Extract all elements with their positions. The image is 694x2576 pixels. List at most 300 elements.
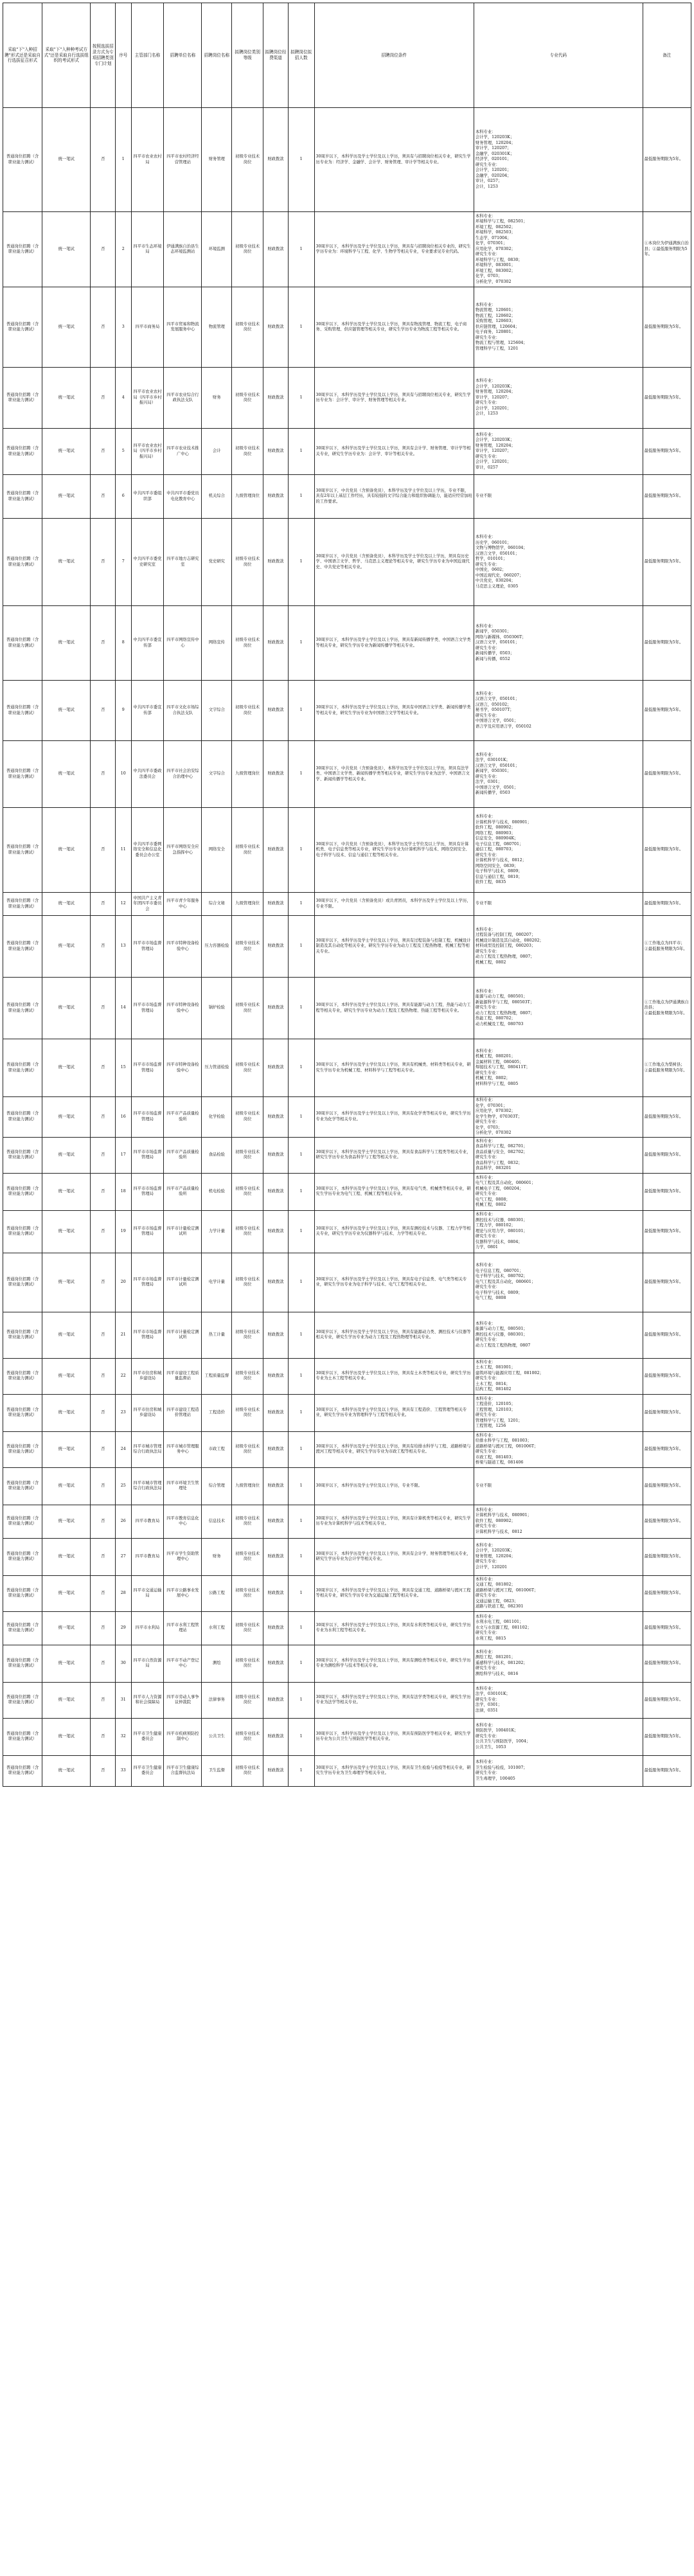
row-major-codes: 本科专业： 法学，030101K； 研究生专业： 法学，0301； 法律，0351 bbox=[474, 1682, 643, 1718]
row-fund: 财政拨款 bbox=[263, 916, 289, 978]
row-exam: 统一笔试 bbox=[42, 287, 91, 368]
row-form: 普通岗位招聘（含职业能力测试） bbox=[3, 1358, 42, 1394]
row-dept: 中共四平市委政法委员会 bbox=[131, 741, 164, 808]
header-dept: 主管部门名称 bbox=[131, 3, 164, 108]
row-no: 12 bbox=[116, 893, 131, 916]
table-row bbox=[3, 429, 691, 475]
row-remark: ①工作地点为梨树县； ②最低服务期限为5年。 bbox=[643, 1039, 691, 1097]
row-no: 17 bbox=[116, 1137, 131, 1173]
row-fund: 财政拨款 bbox=[263, 1575, 289, 1611]
row-conditions: 30周岁以下，本科学历及学士学位及以上学历，须具有化学类等相关专业，研究生学历专业为化学等相关专业。 bbox=[314, 1097, 474, 1138]
row-dept: 四平市商务局 bbox=[131, 287, 164, 368]
row-post: 文字综合 bbox=[202, 741, 232, 808]
row-exam: 统一笔试 bbox=[42, 1358, 91, 1394]
row-unit: 四平市卫生健康综合监督执法局 bbox=[164, 1755, 202, 1786]
row-unit: 四平市产品质量检验所 bbox=[164, 1173, 202, 1210]
row-type: 初级专业技术岗位 bbox=[232, 1137, 263, 1173]
row-special: 否 bbox=[91, 1505, 116, 1538]
row-dept: 四平市教育局 bbox=[131, 1505, 164, 1538]
row-post: 工程质量监督 bbox=[202, 1358, 232, 1394]
row-major-codes: 本科专业： 化学，070301； 应用化学，070302； 化学生物学，070303T； 研究生专业： 化学，0703； 分析化学，070302 bbox=[474, 1097, 643, 1138]
row-post: 综合文秘 bbox=[202, 893, 232, 916]
row-no: 25 bbox=[116, 1467, 131, 1505]
row-special: 否 bbox=[91, 1253, 116, 1312]
row-no: 32 bbox=[116, 1718, 131, 1755]
row-no: 9 bbox=[116, 681, 131, 741]
row-form: 普通岗位招聘（含职业能力测试） bbox=[3, 606, 42, 681]
row-post: 水利工程 bbox=[202, 1611, 232, 1645]
row-type: 初级专业技术岗位 bbox=[232, 1394, 263, 1431]
row-num: 1 bbox=[288, 1467, 314, 1505]
row-type: 初级专业技术岗位 bbox=[232, 1039, 263, 1097]
row-special: 否 bbox=[91, 475, 116, 519]
row-num: 1 bbox=[288, 212, 314, 287]
table-row bbox=[3, 1645, 691, 1682]
row-post: 物流管理 bbox=[202, 287, 232, 368]
row-dept: 四平市住房和城乡建设局 bbox=[131, 1358, 164, 1394]
row-form: 普通岗位招聘（含职业能力测试） bbox=[3, 978, 42, 1039]
row-remark: 最低服务期限为5年。 bbox=[643, 1682, 691, 1718]
row-conditions: 30周岁以下，中共党员（含预备党员），本科学历及学士学位及以上学历，须具有法学类、中国语言文学类、新闻传播学类等相关专业，研究生学历专业为法学、中国语言文学、新闻传播学等相关专业。 bbox=[314, 741, 474, 808]
row-no: 21 bbox=[116, 1312, 131, 1358]
row-num: 1 bbox=[288, 893, 314, 916]
row-unit: 四平市农业综合行政执法支队 bbox=[164, 368, 202, 429]
table-row bbox=[3, 368, 691, 429]
table-row bbox=[3, 893, 691, 916]
row-form: 普通岗位招聘（含职业能力测试） bbox=[3, 1097, 42, 1138]
table-row bbox=[3, 916, 691, 978]
row-type: 初级专业技术岗位 bbox=[232, 1755, 263, 1786]
row-special: 否 bbox=[91, 1431, 116, 1467]
row-type: 初级专业技术岗位 bbox=[232, 1505, 263, 1538]
row-exam: 统一笔试 bbox=[42, 368, 91, 429]
row-form: 普通岗位招聘（含职业能力测试） bbox=[3, 287, 42, 368]
table-row bbox=[3, 1358, 691, 1394]
header-no: 序号 bbox=[116, 3, 131, 108]
row-unit: 四平市特种设备检验中心 bbox=[164, 1039, 202, 1097]
row-conditions: 30周岁以下，本科学历及学士学位及以上学历，须具有与招聘岗位相关专业，研究生学历专业为：会计学、审计学、财务管理等相关专业。 bbox=[314, 368, 474, 429]
row-fund: 财政拨款 bbox=[263, 681, 289, 741]
row-fund: 财政拨款 bbox=[263, 368, 289, 429]
row-fund: 财政拨款 bbox=[263, 1358, 289, 1394]
row-special: 否 bbox=[91, 808, 116, 893]
row-major-codes: 本科专业： 预防医学，100401K； 研究生专业： 公共卫生与预防医学，1004； 公共卫生，1053 bbox=[474, 1718, 643, 1755]
row-remark: 最低服务期限为5年。 bbox=[643, 519, 691, 606]
row-type: 初级专业技术岗位 bbox=[232, 1312, 263, 1358]
recruitment-table bbox=[3, 3, 691, 1787]
row-fund: 财政拨款 bbox=[263, 1718, 289, 1755]
table-row bbox=[3, 1039, 691, 1097]
row-conditions: 30周岁以下，本科学历及学士学位及以上学历，须具有给排水科学与工程、道路桥梁与渡河工程等相关专业，研究生学历专业为市政工程等相关专业。 bbox=[314, 1431, 474, 1467]
row-fund: 财政拨款 bbox=[263, 475, 289, 519]
row-form: 普通岗位招聘（含职业能力测试） bbox=[3, 1538, 42, 1575]
row-post: 测绘 bbox=[202, 1645, 232, 1682]
row-dept: 四平市市场监督管理局 bbox=[131, 1210, 164, 1253]
row-conditions: 30周岁以下，本科学历及学士学位及以上学历，须具有新闻传播学类、中国语言文学类等相关专业，研究生学历专业为新闻传播学等相关专业。 bbox=[314, 606, 474, 681]
row-num: 1 bbox=[288, 1358, 314, 1394]
row-post: 力学计量 bbox=[202, 1210, 232, 1253]
row-exam: 统一笔试 bbox=[42, 429, 91, 475]
row-form: 普通岗位招聘（含职业能力测试） bbox=[3, 1682, 42, 1718]
row-remark: 最低服务期限为5年。 bbox=[643, 1210, 691, 1253]
row-special: 否 bbox=[91, 1682, 116, 1718]
row-form: 普通岗位招聘（含职业能力测试） bbox=[3, 1312, 42, 1358]
row-unit: 四平市产品质量检验所 bbox=[164, 1137, 202, 1173]
row-exam: 统一笔试 bbox=[42, 1645, 91, 1682]
row-dept: 四平市市场监督管理局 bbox=[131, 1137, 164, 1173]
header-post: 招聘岗位名称 bbox=[202, 3, 232, 108]
row-unit: 四平市网络宣传中心 bbox=[164, 606, 202, 681]
row-form: 普通岗位招聘（含职业能力测试） bbox=[3, 1210, 42, 1253]
row-type: 初级专业技术岗位 bbox=[232, 519, 263, 606]
row-unit: 四平市建设工程造价管理站 bbox=[164, 1394, 202, 1431]
row-no: 18 bbox=[116, 1173, 131, 1210]
row-special: 否 bbox=[91, 978, 116, 1039]
row-type: 初级专业技术岗位 bbox=[232, 1358, 263, 1394]
table-body bbox=[3, 108, 691, 1787]
table-row bbox=[3, 1611, 691, 1645]
row-remark: 最低服务期限为5年。 bbox=[643, 606, 691, 681]
row-remark: 最低服务期限为5年。 bbox=[643, 1312, 691, 1358]
row-special: 否 bbox=[91, 1611, 116, 1645]
row-dept: 中共四平市委党史研究室 bbox=[131, 519, 164, 606]
row-num: 1 bbox=[288, 1575, 314, 1611]
row-no: 15 bbox=[116, 1039, 131, 1097]
row-dept: 四平市生态环境局 bbox=[131, 212, 164, 287]
row-fund: 财政拨款 bbox=[263, 1505, 289, 1538]
row-num: 1 bbox=[288, 1431, 314, 1467]
row-type: 初级专业技术岗位 bbox=[232, 606, 263, 681]
row-unit: 四平市特种设备检验中心 bbox=[164, 978, 202, 1039]
row-conditions: 30周岁以下，本科学历及学士学位及以上学历，须具有与招聘岗位相关专业，研究生学历专业为：经济学、金融学、会计学、财务管理、审计学等相关专业。 bbox=[314, 108, 474, 212]
row-major-codes: 本科专业： 会计学，120203K； 财务管理，120204； 审计学，120207； 金融学，020301K； 经济学，020101； 研究生专业： 会计学，120201； 金融学，020204； 审计，0257； 会计，1253 bbox=[474, 108, 643, 212]
row-major-codes: 本科专业： 给排水科学与工程，081003； 道路桥梁与渡河工程，081006T； 研究生专业： 市政工程，081403； 桥梁与隧道工程，081406 bbox=[474, 1431, 643, 1467]
row-exam: 统一笔试 bbox=[42, 1039, 91, 1097]
row-type: 初级专业技术岗位 bbox=[232, 916, 263, 978]
row-fund: 财政拨款 bbox=[263, 287, 289, 368]
row-major-codes: 本科专业： 能源与动力工程，080501； 新能源科学与工程，080503T； 研究生专业： 动力工程及工程热物理，0807； 热能工程，080702； 动力机械及工程，080703 bbox=[474, 978, 643, 1039]
row-post: 财务 bbox=[202, 1538, 232, 1575]
row-major-codes: 本科专业： 测控技术与仪器，080301； 工程力学，080102； 理论与应用力学，080101； 研究生专业： 仪器科学与技术，0804； 力学，0801 bbox=[474, 1210, 643, 1253]
row-type: 初级专业技术岗位 bbox=[232, 1210, 263, 1253]
row-type: 初级专业技术岗位 bbox=[232, 287, 263, 368]
row-form: 普通岗位招聘（含职业能力测试） bbox=[3, 1505, 42, 1538]
row-post: 财务管理 bbox=[202, 108, 232, 212]
table-row bbox=[3, 1718, 691, 1755]
row-conditions: 30周岁以下，本科学历及学士学位及以上学历，须具有中国语言文学类、新闻传播学类等相关专业，研究生学历专业为中国语言文学等相关专业。 bbox=[314, 681, 474, 741]
row-conditions: 30周岁以下，本科学历及学士学位及以上学历，须具有与招聘岗位相关专业的，研究生学历专业为：环境科学与工程、化学、生物学等相关专业，专业要求见专业代码。 bbox=[314, 212, 474, 287]
row-no: 6 bbox=[116, 475, 131, 519]
row-major-codes: 本科专业： 环境科学与工程，082501； 环境工程，082502； 环境科学，082503； 生态学，071004； 化学，070301； 应用化学，070302； 研究生专业： 环境科学与工程，0830； 环境科学，083001； 环境工程，083002； 化学，0703； 分析化学，070302 bbox=[474, 212, 643, 287]
row-form: 普通岗位招聘（含职业能力测试） bbox=[3, 1173, 42, 1210]
table-row bbox=[3, 1210, 691, 1253]
row-dept: 中共四平市委网络安全和信息化委员会办公室 bbox=[131, 808, 164, 893]
row-exam: 统一笔试 bbox=[42, 1253, 91, 1312]
table-row bbox=[3, 1682, 691, 1718]
row-num: 1 bbox=[288, 808, 314, 893]
header-major: 专业代码 bbox=[474, 3, 643, 108]
row-dept: 四平市市场监督管理局 bbox=[131, 916, 164, 978]
row-fund: 财政拨款 bbox=[263, 1137, 289, 1173]
row-form: 普通岗位招聘（含职业能力测试） bbox=[3, 429, 42, 475]
row-remark: 最低服务期限为5年。 bbox=[643, 1645, 691, 1682]
row-unit: 四平市建设工程质量监督站 bbox=[164, 1358, 202, 1394]
row-exam: 统一笔试 bbox=[42, 1312, 91, 1358]
row-exam: 统一笔试 bbox=[42, 1538, 91, 1575]
row-remark: 最低服务期限为5年。 bbox=[643, 1575, 691, 1611]
row-dept: 中国共产主义青年团四平市委员会 bbox=[131, 893, 164, 916]
header-special: 按照选拔招录方式为专项招聘类别专门计划 bbox=[91, 3, 116, 108]
row-form: 普通岗位招聘（含职业能力测试） bbox=[3, 1137, 42, 1173]
row-fund: 财政拨款 bbox=[263, 1538, 289, 1575]
row-fund: 财政拨款 bbox=[263, 1645, 289, 1682]
row-form: 普通岗位招聘（含职业能力测试） bbox=[3, 1431, 42, 1467]
row-remark: 最低服务期限为5年。 bbox=[643, 1538, 691, 1575]
row-conditions: 30周岁以下，本科学历及学士学位及以上学历，须具有交通工程、道路桥梁与渡河工程等相关专业，研究生学历专业为交通运输工程等相关专业。 bbox=[314, 1575, 474, 1611]
row-exam: 统一笔试 bbox=[42, 681, 91, 741]
row-conditions: 30周岁以下，本科学历及学士学位及以上学历，须具有机械类、材料类等相关专业，研究生学历专业为机械工程、材料科学与工程等相关专业。 bbox=[314, 1039, 474, 1097]
row-post: 工程造价 bbox=[202, 1394, 232, 1431]
row-exam: 统一笔试 bbox=[42, 1173, 91, 1210]
table-row bbox=[3, 1312, 691, 1358]
row-major-codes: 本科专业： 工程造价，120105； 工程管理，120103； 研究生专业： 管理科学与工程，1201； 工程管理，1256 bbox=[474, 1394, 643, 1431]
row-type: 初级专业技术岗位 bbox=[232, 1611, 263, 1645]
row-remark: 最低服务期限为5年。 bbox=[643, 1097, 691, 1138]
row-major-codes: 本科专业： 能源与动力工程，080501； 测控技术与仪器，080301； 研究生专业： 动力工程及工程热物理，0807 bbox=[474, 1312, 643, 1358]
row-post: 财务 bbox=[202, 368, 232, 429]
row-unit: 四平市贸易和物流发展服务中心 bbox=[164, 287, 202, 368]
row-type: 初级专业技术岗位 bbox=[232, 212, 263, 287]
row-unit: 四平市青少年服务中心 bbox=[164, 893, 202, 916]
row-special: 否 bbox=[91, 1137, 116, 1173]
row-special: 否 bbox=[91, 1575, 116, 1611]
row-post: 党史研究 bbox=[202, 519, 232, 606]
row-post: 化学检验 bbox=[202, 1097, 232, 1138]
row-exam: 统一笔试 bbox=[42, 1505, 91, 1538]
row-num: 1 bbox=[288, 1718, 314, 1755]
row-no: 13 bbox=[116, 916, 131, 978]
row-unit: 四平市计量检定测试所 bbox=[164, 1253, 202, 1312]
row-no: 11 bbox=[116, 808, 131, 893]
row-special: 否 bbox=[91, 1039, 116, 1097]
row-conditions: 30周岁以下，本科学历及学士学位及以上学历，须具有水利类等相关专业，研究生学历专业为水利工程等相关专业。 bbox=[314, 1611, 474, 1645]
row-num: 1 bbox=[288, 1505, 314, 1538]
row-post: 会计 bbox=[202, 429, 232, 475]
row-conditions: 30周岁以下，中共党员（含预备党员），本科学历及学士学位及以上学历，须具有计算机类、电子信息类等相关专业，研究生学历专业为计算机科学与技术、网络空间安全、电子科学与技术、信息与通信工程等相关专业。 bbox=[314, 808, 474, 893]
row-conditions: 30周岁以下，本科学历及学士学位及以上学历，须具有能源动力类、测控技术与仪器等相关专业，研究生学历专业为动力工程及工程热物理等相关专业。 bbox=[314, 1312, 474, 1358]
row-major-codes: 本科专业： 会计学，120203K； 财务管理，120204； 研究生专业： 会计学，120201 bbox=[474, 1538, 643, 1575]
row-no: 22 bbox=[116, 1358, 131, 1394]
row-unit: 四平市水利工程管理站 bbox=[164, 1611, 202, 1645]
row-conditions: 30周岁以下，本科学历及学士学位及以上学历，须具有工程造价、工程管理等相关专业，研究生学历专业为管理科学与工程等相关专业。 bbox=[314, 1394, 474, 1431]
row-type: 初级专业技术岗位 bbox=[232, 1097, 263, 1138]
row-major-codes: 本科专业： 水利水电工程，081101； 水文与水资源工程，081102； 研究生专业： 水利工程，0815 bbox=[474, 1611, 643, 1645]
row-special: 否 bbox=[91, 1173, 116, 1210]
row-conditions: 30周岁以下，本科学历及学士学位及以上学历，须具有物流管理、物流工程、电子商务、采购管理、供应链管理等相关专业，研究生学历专业为物流工程等相关专业。 bbox=[314, 287, 474, 368]
table-row bbox=[3, 1505, 691, 1538]
row-no: 29 bbox=[116, 1611, 131, 1645]
row-unit: 四平市农村经济经营管理站 bbox=[164, 108, 202, 212]
row-no: 8 bbox=[116, 606, 131, 681]
row-post: 机电检验 bbox=[202, 1173, 232, 1210]
row-major-codes: 本科专业： 新闻学，050301； 网络与新媒体，050306T； 汉语言文学，050101； 研究生专业： 新闻传播学，0503； 新闻与传播，0552 bbox=[474, 606, 643, 681]
row-special: 否 bbox=[91, 287, 116, 368]
row-post: 压力容器检验 bbox=[202, 916, 232, 978]
row-unit: 四平市特种设备检验中心 bbox=[164, 916, 202, 978]
row-unit: 中共四平市委党员电化教育中心 bbox=[164, 475, 202, 519]
row-remark: 最低服务期限为5年。 bbox=[643, 108, 691, 212]
row-special: 否 bbox=[91, 108, 116, 212]
row-special: 否 bbox=[91, 1394, 116, 1431]
row-dept: 四平市市场监督管理局 bbox=[131, 1312, 164, 1358]
row-major-codes: 专业不限 bbox=[474, 475, 643, 519]
row-no: 2 bbox=[116, 212, 131, 287]
row-num: 1 bbox=[288, 1394, 314, 1431]
row-exam: 统一笔试 bbox=[42, 519, 91, 606]
row-major-codes: 本科专业： 过程装备与控制工程，080207； 机械设计制造及其自动化，080202； 材料成型及控制工程，080203； 研究生专业： 动力工程及工程热物理，0807； 机械工程，0802 bbox=[474, 916, 643, 978]
row-num: 1 bbox=[288, 1312, 314, 1358]
row-dept: 四平市人力资源和社会保障局 bbox=[131, 1682, 164, 1718]
row-remark: 最低服务期限为5年。 bbox=[643, 1394, 691, 1431]
table-row bbox=[3, 1467, 691, 1505]
row-remark: 最低服务期限为5年。 bbox=[643, 1173, 691, 1210]
row-unit: 四平市网络安全应急指挥中心 bbox=[164, 808, 202, 893]
row-special: 否 bbox=[91, 1718, 116, 1755]
row-conditions: 30周岁以下，本科学历及学士学位及以上学历，须具有测绘类等相关专业，研究生学历专业为测绘科学与技术等相关专业。 bbox=[314, 1645, 474, 1682]
table-row bbox=[3, 1394, 691, 1431]
row-form: 普通岗位招聘（含职业能力测试） bbox=[3, 519, 42, 606]
row-major-codes: 本科专业： 计算机科学与技术，080901； 软件工程，080902； 网络工程，080903； 信息安全，080904K； 电子信息工程，080701； 通信工程，080703； 研究生专业： 计算机科学与技术，0812； 网络空间安全，0839； 电子科学与技术，0809； 信息与通信工程，0810； 软件工程，0835 bbox=[474, 808, 643, 893]
row-unit: 四平市公路事业发展中心 bbox=[164, 1575, 202, 1611]
row-num: 1 bbox=[288, 681, 314, 741]
row-no: 3 bbox=[116, 287, 131, 368]
table-row bbox=[3, 1137, 691, 1173]
row-special: 否 bbox=[91, 916, 116, 978]
row-major-codes: 本科专业： 历史学，060101； 文物与博物馆学，060104； 汉语言文学，050101； 哲学，010101； 研究生专业： 中国史，0602； 中国近现代史，060207； 中共党史，030204； 马克思主义理论，0305 bbox=[474, 519, 643, 606]
row-exam: 统一笔试 bbox=[42, 1467, 91, 1505]
row-major-codes: 专业不限 bbox=[474, 893, 643, 916]
row-major-codes: 本科专业： 电气工程及其自动化，080601； 机械电子工程，080204； 研究生专业： 电气工程，0808； 机械工程，0802 bbox=[474, 1173, 643, 1210]
row-fund: 财政拨款 bbox=[263, 1253, 289, 1312]
row-no: 5 bbox=[116, 429, 131, 475]
row-form: 普通岗位招聘（含职业能力测试） bbox=[3, 475, 42, 519]
row-conditions: 30周岁以下，本科学历及学士学位及以上学历，须具有电子信息类、电气类等相关专业，研究生学历专业为电子科学与技术、电气工程等相关专业。 bbox=[314, 1253, 474, 1312]
row-fund: 财政拨款 bbox=[263, 1039, 289, 1097]
row-form: 普通岗位招聘（含职业能力测试） bbox=[3, 1039, 42, 1097]
row-exam: 统一笔试 bbox=[42, 1097, 91, 1138]
row-type: 九级管理岗位 bbox=[232, 893, 263, 916]
row-remark: 最低服务期限为5年。 bbox=[643, 1755, 691, 1786]
header-type: 拟聘岗位类别等级 bbox=[232, 3, 263, 108]
table-row bbox=[3, 475, 691, 519]
row-fund: 财政拨款 bbox=[263, 1467, 289, 1505]
row-special: 否 bbox=[91, 893, 116, 916]
row-no: 28 bbox=[116, 1575, 131, 1611]
row-post: 食品检验 bbox=[202, 1137, 232, 1173]
row-no: 26 bbox=[116, 1505, 131, 1538]
row-form: 普通岗位招聘（含职业能力测试） bbox=[3, 212, 42, 287]
row-type: 九级管理岗位 bbox=[232, 741, 263, 808]
row-unit: 四平市环境卫生管理处 bbox=[164, 1467, 202, 1505]
row-form: 普通岗位招聘（含职业能力测试） bbox=[3, 1611, 42, 1645]
table-row bbox=[3, 681, 691, 741]
row-major-codes: 本科专业： 计算机科学与技术，080901； 软件工程，080902； 研究生专业： 计算机科学与技术，0812 bbox=[474, 1505, 643, 1538]
table-row bbox=[3, 1575, 691, 1611]
row-form: 普通岗位招聘（含职业能力测试） bbox=[3, 681, 42, 741]
row-num: 1 bbox=[288, 1755, 314, 1786]
header-unit: 招聘单位名称 bbox=[164, 3, 202, 108]
row-no: 23 bbox=[116, 1394, 131, 1431]
row-post: 网络安全 bbox=[202, 808, 232, 893]
row-fund: 财政拨款 bbox=[263, 519, 289, 606]
row-dept: 四平市水利局 bbox=[131, 1611, 164, 1645]
row-conditions: 30周岁以下，中共党员（含预备党员）或共青团员，本科学历及学士学位及以上学历，专业不限。 bbox=[314, 893, 474, 916]
row-dept: 四平市卫生健康委员会 bbox=[131, 1755, 164, 1786]
row-exam: 统一笔试 bbox=[42, 1755, 91, 1786]
row-major-codes: 本科专业： 物流管理，120601； 物流工程，120602； 采购管理，120603； 供应链管理，120604； 电子商务，120801； 研究生专业： 物流工程与管理，125604； 管理科学与工程，1201 bbox=[474, 287, 643, 368]
row-type: 初级专业技术岗位 bbox=[232, 1173, 263, 1210]
row-num: 1 bbox=[288, 429, 314, 475]
row-num: 1 bbox=[288, 1039, 314, 1097]
row-num: 1 bbox=[288, 519, 314, 606]
row-type: 初级专业技术岗位 bbox=[232, 808, 263, 893]
row-special: 否 bbox=[91, 368, 116, 429]
row-special: 否 bbox=[91, 1097, 116, 1138]
row-type: 初级专业技术岗位 bbox=[232, 1682, 263, 1718]
row-exam: 统一笔试 bbox=[42, 1611, 91, 1645]
row-fund: 财政拨款 bbox=[263, 741, 289, 808]
row-fund: 财政拨款 bbox=[263, 1312, 289, 1358]
row-form: 普通岗位招聘（含职业能力测试） bbox=[3, 808, 42, 893]
row-remark: 最低服务期限为5年。 bbox=[643, 429, 691, 475]
row-unit: 伊通满族自治县生态环境监测站 bbox=[164, 212, 202, 287]
table-header-row bbox=[3, 3, 691, 108]
row-conditions: 30周岁以下，本科学历及学士学位及以上学历，专业不限。 bbox=[314, 1467, 474, 1505]
row-dept: 中共四平市委宣传部 bbox=[131, 606, 164, 681]
row-special: 否 bbox=[91, 212, 116, 287]
row-form: 普通岗位招聘（含职业能力测试） bbox=[3, 893, 42, 916]
row-form: 普通岗位招聘（含职业能力测试） bbox=[3, 368, 42, 429]
row-type: 九级管理岗位 bbox=[232, 1467, 263, 1505]
row-dept: 四平市交通运输局 bbox=[131, 1575, 164, 1611]
row-type: 初级专业技术岗位 bbox=[232, 681, 263, 741]
row-major-codes: 专业不限 bbox=[474, 1467, 643, 1505]
row-special: 否 bbox=[91, 1467, 116, 1505]
table-row bbox=[3, 108, 691, 212]
row-major-codes: 本科专业： 机械工程，080201； 金属材料工程，080405； 焊接技术与工程，080411T； 研究生专业： 机械工程，0802； 材料科学与工程，0805 bbox=[474, 1039, 643, 1097]
row-remark: 最低服务期限为5年。 bbox=[643, 741, 691, 808]
row-num: 1 bbox=[288, 1253, 314, 1312]
table-row bbox=[3, 978, 691, 1039]
row-special: 否 bbox=[91, 1358, 116, 1394]
header-num: 拟聘岗位拟招人数 bbox=[288, 3, 314, 108]
row-remark: 最低服务期限为5年。 bbox=[643, 1467, 691, 1505]
row-fund: 财政拨款 bbox=[263, 429, 289, 475]
row-num: 1 bbox=[288, 741, 314, 808]
row-num: 1 bbox=[288, 475, 314, 519]
row-exam: 统一笔试 bbox=[42, 108, 91, 212]
row-num: 1 bbox=[288, 606, 314, 681]
row-major-codes: 本科专业： 会计学，120203K； 财务管理，120204； 审计学，120207； 研究生专业： 会计学，120201； 审计，0257 bbox=[474, 429, 643, 475]
row-unit: 四平市产品质量检验所 bbox=[164, 1097, 202, 1138]
row-major-codes: 本科专业： 法学，030101K； 汉语言文学，050101； 新闻学，050301； 研究生专业： 法学，0301； 中国语言文学，0501； 新闻传播学，0503 bbox=[474, 741, 643, 808]
table-row bbox=[3, 1097, 691, 1138]
row-fund: 财政拨款 bbox=[263, 1611, 289, 1645]
row-major-codes: 本科专业： 交通工程，081802； 道路桥梁与渡河工程，081006T； 研究生专业： 交通运输工程，0823； 道路与铁道工程，082301 bbox=[474, 1575, 643, 1611]
row-exam: 统一笔试 bbox=[42, 1137, 91, 1173]
row-unit: 四平市疾病预防控制中心 bbox=[164, 1718, 202, 1755]
row-conditions: 30周岁以下，本科学历及学士学位及以上学历，须具有会计学、财务管理、审计学等相关专业，研究生学历专业为：会计学、审计等相关专业。 bbox=[314, 429, 474, 475]
